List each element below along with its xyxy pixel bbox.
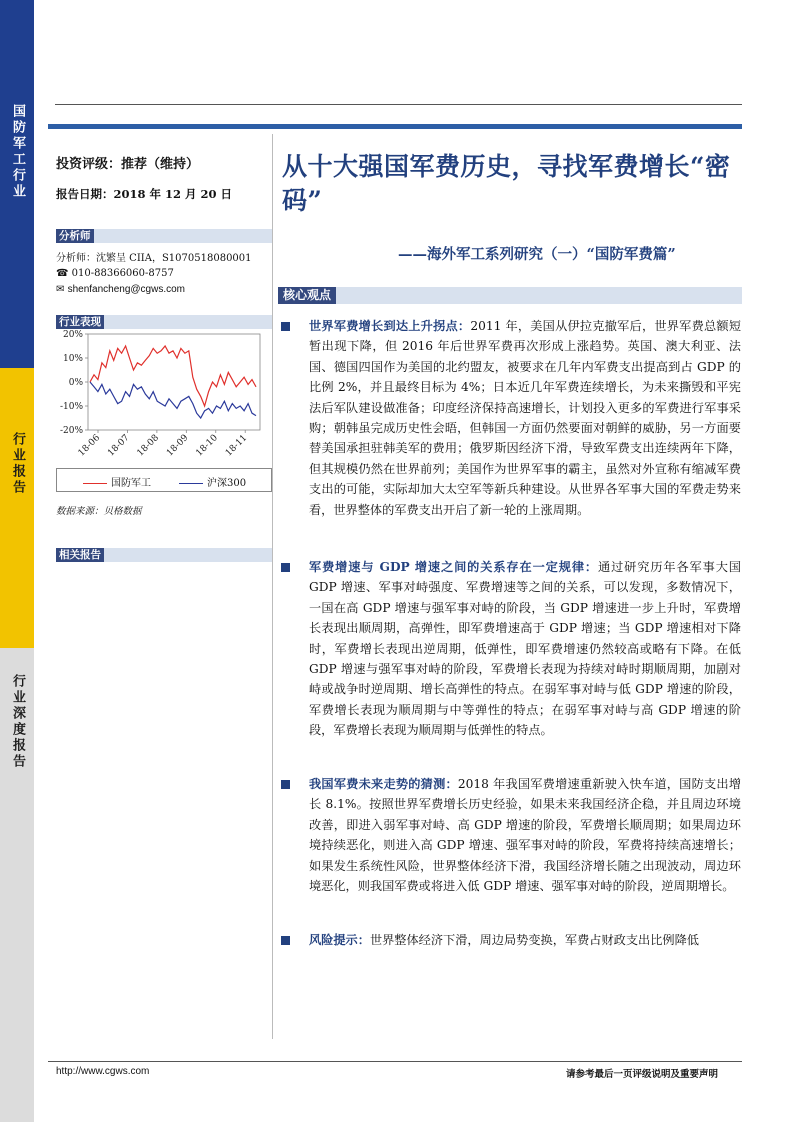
y-tick-label: 0% xyxy=(68,378,83,388)
footer-rule xyxy=(48,1061,742,1062)
related-band xyxy=(56,548,272,562)
bullet-text: 通过研究历年各军事大国 GDP 增速、军事对峙强度、军费增速等之间的关系，可以发现，多数情况下，一国在高 GDP 增速与强军事对峙的阶段，当 GDP 增速进一步上升时，军费增长表现出顺周期，高弹性，即军费增速高于 GDP 增速；当 GDP 增速相对下降时，军费增长表现出逆周期，低弹性，即军费增速仍然较高或略有下降。在低 GDP 增速与强军事对峙的阶段，军费增长表现为持续对峙时期顺周期，加剧对峙或战争时逆周期、增长高弹性的特点。在弱军事对峙与低 GDP 增速的阶段，军费增长表现为顺周期与中等弹性的特点；在弱军事对峙与高 GDP 增速的阶段，军费增长表现为顺周期与低弹性的特点。 xyxy=(309,560,741,738)
bullet-square-icon xyxy=(281,563,290,572)
footer-url[interactable]: http://www.cgws.com xyxy=(56,1066,150,1077)
analyst-tag: 分析师 xyxy=(56,229,94,243)
report-date: 报告日期：2018 年 12 月 20 日 xyxy=(56,187,233,201)
analyst-info: 分析师：沈繁呈 CIIA，S1070518080001 xyxy=(56,253,252,264)
y-tick-label: -20% xyxy=(59,426,83,436)
x-tick-label: 18-07 xyxy=(106,433,132,459)
sidebar-label-deep-report: 行业深度报告 xyxy=(10,674,25,770)
sidebar-label-industry: 国防军工行业 xyxy=(10,104,25,200)
analyst-phone xyxy=(56,268,272,279)
legend-item-defense xyxy=(83,474,151,489)
column-divider xyxy=(272,134,273,1039)
bullet-text: 2011 年，美国从伊拉克撤军后，世界军费总额短暂出现下降，但 2016 年后世界军费再次形成上涨趋势。英国、澳大利亚、法国、德国四国作为美国的北约盟友，被要求在几年内军费支出提高到占 GDP 的比例 2%，并且最终目标为 4%；日本近几年军费连续增长，为未来撕毁和平宪法后军队建设做准备；印度经济保持高速增长，计划投入更多的军费进行军事采购；朝韩虽完成历史性会晤，但韩国一方面仍然要面对朝鲜的威胁，另一方面要替美国承担驻韩美军的费用；俄罗斯因经济下滑，导致军费支出连续两年下降，但其规模仍然在世界前列；美国作为世界军事的霸主，虽然对外宣称有缩减军费支出的可能，实际却加大太空军等新兵种建设。从世界各军事大国的军费走势来看，世界整体的军费支出开启了新一轮的上涨周期。 xyxy=(309,319,742,517)
bullet-lead: 世界军费增长到达上升拐点： xyxy=(309,319,471,333)
bullet-square-icon xyxy=(281,936,290,945)
legend-swatch-hs300 xyxy=(179,483,203,484)
bullet-lead: 风险提示： xyxy=(309,933,370,947)
chart-legend xyxy=(56,468,272,492)
bullet-lead: 军费增速与 GDP 增速之间的关系存在一定规律： xyxy=(309,560,598,574)
email-address[interactable]: shenfancheng@cgws.com xyxy=(67,284,186,295)
y-tick-label: -10% xyxy=(59,402,83,412)
footer-note: 请参考最后一页评级说明及重要声明 xyxy=(566,1069,719,1080)
legend-label-defense: 国防军工 xyxy=(111,478,151,489)
legend-swatch-defense xyxy=(83,483,107,484)
bullet-military-spending xyxy=(281,316,741,520)
series-line-hs300 xyxy=(90,382,256,418)
bullet-text: 世界整体经济下滑，周边局势变换，军费占财政支出比例降低 xyxy=(369,933,699,947)
performance-tag: 行业表现 xyxy=(56,315,104,329)
bullet-gdp-relation xyxy=(281,557,741,741)
sidebar-segment-yellow xyxy=(0,368,34,648)
x-tick-label: 18-09 xyxy=(165,433,191,459)
bullet-risk xyxy=(281,930,741,950)
report-subtitle: ——海外军工系列研究（一）“国防军费篇” xyxy=(398,246,676,263)
header-bar xyxy=(48,124,742,129)
analyst-email xyxy=(56,284,272,295)
series-line-defense xyxy=(90,346,256,406)
y-tick-label: 10% xyxy=(62,354,83,364)
core-band xyxy=(278,287,742,304)
sidebar xyxy=(0,0,34,1122)
bullet-lead: 我国军费未来走势的猜测： xyxy=(309,777,458,791)
sidebar-segment-gray xyxy=(0,648,34,1122)
sidebar-segment-navy xyxy=(0,0,34,368)
sidebar-label-report: 行业报告 xyxy=(10,432,25,496)
x-tick-label: 18-06 xyxy=(76,433,103,459)
bullet-square-icon xyxy=(281,322,290,331)
industry-performance-chart xyxy=(56,330,266,460)
x-tick-label: 18-11 xyxy=(223,433,250,459)
envelope-icon: ✉ xyxy=(56,284,65,295)
x-tick-label: 18-08 xyxy=(135,433,162,459)
top-rule xyxy=(55,104,742,105)
bullet-square-icon xyxy=(281,780,290,789)
legend-item-hs300 xyxy=(179,474,246,489)
core-tag: 核心观点 xyxy=(278,287,336,304)
y-tick-label: 20% xyxy=(62,330,83,340)
phone-icon: ☎ xyxy=(56,268,69,279)
performance-band xyxy=(56,315,272,329)
investment-rating: 投资评级：推荐（维持） xyxy=(56,157,200,172)
legend-label-hs300: 沪深300 xyxy=(207,478,247,489)
phone-number: 010-88366060-8757 xyxy=(71,268,174,279)
report-title: 从十大强国军费历史，寻找军费增长“密码” xyxy=(282,152,731,215)
analyst-band xyxy=(56,229,272,243)
x-tick-label: 18-10 xyxy=(194,433,220,459)
bullet-text: 2018 年我国军费增速重新驶入快车道，国防支出增长 8.1%。按照世界军费增长历史经验，如果未来我国经济企稳，并且周边环境改善，即进入弱军事对峙、高 GDP 增速的阶段，军费增长顺周期；如果周边环境持续恶化，则进入高 GDP 增速、强军事对峙的阶段，军费将持续高速增长；如果发生系统性风险，世界整体经济下滑，我国经济增长随之出现波动，周边环境恶化，则我国军费或将进入低 GDP 增速、强军事对峙的阶段，逆周期增长。 xyxy=(309,777,742,894)
related-tag: 相关报告 xyxy=(56,548,104,562)
bullet-china-outlook xyxy=(281,774,741,896)
data-source: 数据来源：贝格数据 xyxy=(56,506,142,517)
